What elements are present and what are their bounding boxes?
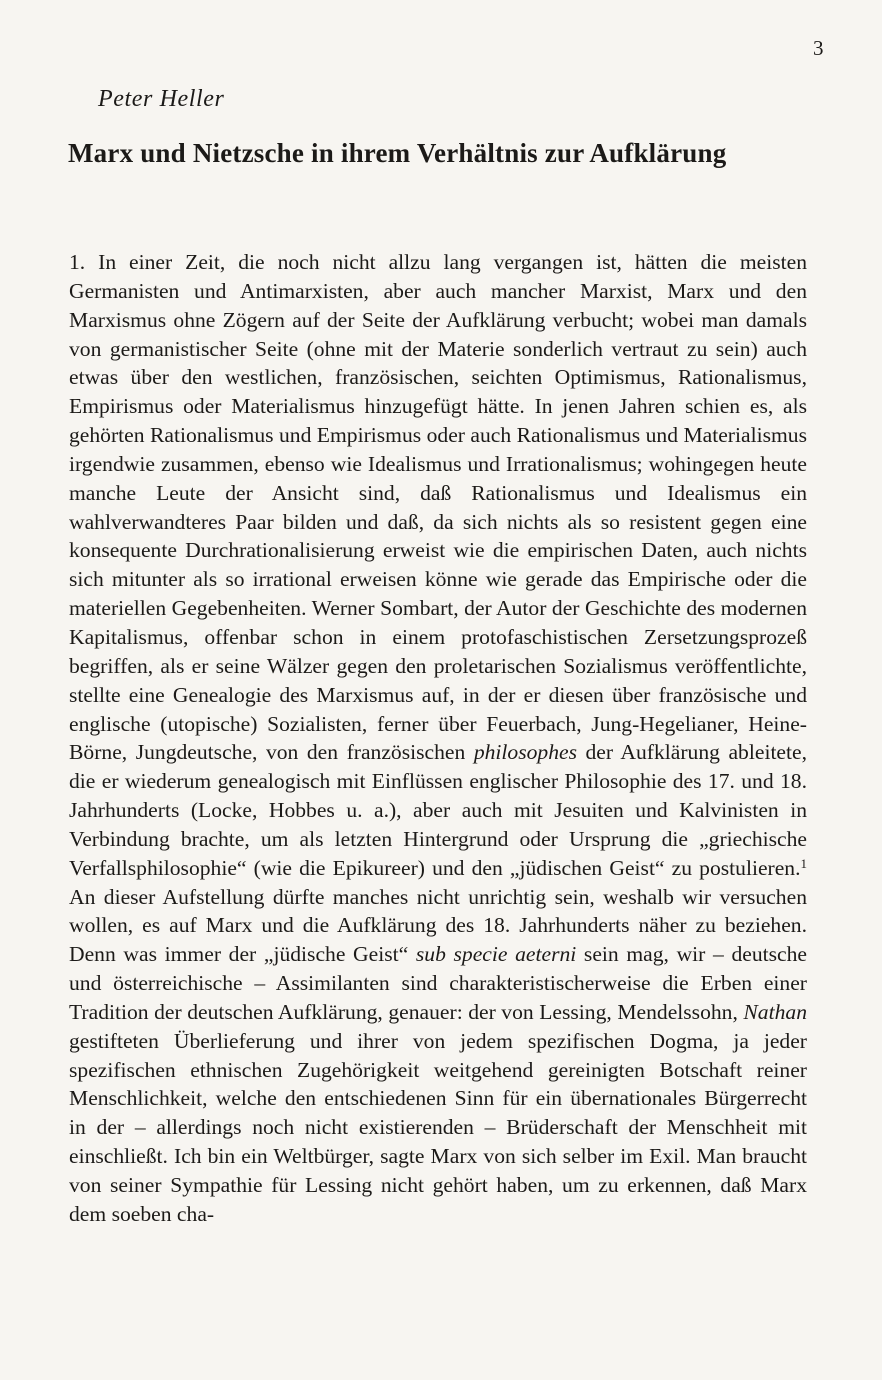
body-paragraph [69, 248, 807, 1229]
page-number: 3 [813, 36, 824, 60]
author-name: Peter Heller [98, 86, 225, 112]
footnote-marker[interactable]: 1 [800, 855, 807, 871]
article-title: Marx und Nietzsche in ihrem Verhältnis zur Aufklärung [68, 138, 727, 168]
body-text-segment: An dieser Aufstellung dürfte manches nicht unrichtig sein, weshalb wir versuchen wollen, es auf Marx und die Aufklärung des 18. Jahrhunderts näher zu beziehen. Denn was immer der „jüdische Geist“ [69, 884, 807, 967]
body-text-segment: der Aufklärung ableitete, die er wiederum genealogisch mit Einflüssen englischer Philosophie des 17. und 18. Jahrhunderts (Locke, Hobbes u. a.), aber auch mit Jesuiten und Kalvinisten in Verbindung brachte, um als letzten Hintergrund oder Ursprung die „griechische Verfallsphilosophie“ (wie die Epikureer) und den „jüdischen Geist“ zu postulieren. [69, 740, 808, 880]
body-text-segment: 1. In einer Zeit, die noch nicht allzu lang vergangen ist, hätten die meisten Germanisten und Antimarxisten, aber auch mancher Marxist, Marx und den Marxismus ohne Zögern auf der Seite der Aufklärung verbucht; wobei man damals von germanistischer Seite (ohne mit der Materie sonderlich vertraut zu sein) auch etwas über den westlichen, französischen, seichten Optimismus, Rationalismus, Empirismus oder Materialismus hinzugefügt hätte. In jenen Jahren schien es, als gehörten Rationalismus und Empirismus oder auch Rationalismus und Materialismus irgendwie zusammen, ebenso wie Idealismus und Irrationalismus; wohingegen heute manche Leute der Ansicht sind, daß Rationalismus und Idealismus ein wahlverwandteres Paar bilden und daß, da sich nichts als so resistent gegen eine konsequente Durchrationalisierung erweist wie die empirischen Daten, auch nichts sich mitunter als so irrational erweisen könne wie gerade das Empirische oder die materiellen Gegebenheiten. Werner Sombart, der Autor der Geschichte des modernen Kapitalismus, offenbar schon in einem protofaschistischen Zersetzungsprozeß begriffen, als er seine Wälzer gegen den proletarischen Sozialismus veröffentlichte, stellte eine Genealogie des Marxismus auf, in der er diesen über französische und englische (utopische) Sozialisten, ferner über Feuerbach, Jung-Hegelianer, Heine-Börne, Jungdeutsche, von den französischen [69, 250, 807, 765]
italic-term: philosophes [473, 740, 577, 765]
body-text-segment: gestifteten Überlieferung und ihrer von jedem spezifischen Dogma, ja jeder spezifischen ethnischen Zugehörigkeit weitgehend gereinigten Botschaft reiner Menschlichkeit, welche den entschiedenen Sinn für ein übernationales Bürgerrecht in der – allerdings noch nicht existierenden – Brüderschaft der Menschheit mit einschließt. Ich bin ein Weltbürger, sagte Marx von sich selber im Exil. Man braucht von seiner Sympathie für Lessing nicht gehört haben, um zu erkennen, daß Marx dem soeben cha- [69, 1028, 807, 1226]
italic-term: Nathan [743, 999, 807, 1024]
italic-term: sub specie aeterni [415, 942, 577, 967]
body-text-segment: sein mag, wir – deutsche und österreichische – Assimilanten sind charakteristischerweise die Erben einer Tradition der deutschen Aufklärung, genauer: der von Lessing, Mendelssohn, [69, 942, 807, 1024]
